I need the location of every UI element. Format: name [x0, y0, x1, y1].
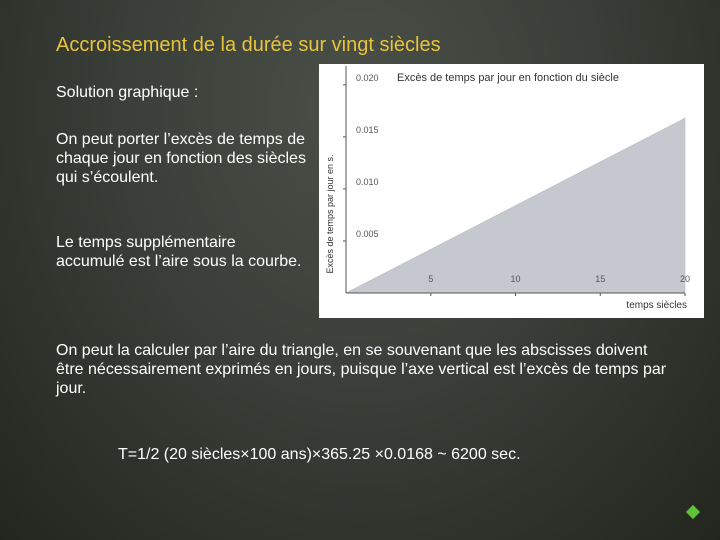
chart-panel: [319, 64, 704, 318]
excess-time-chart: [319, 64, 704, 318]
slide-title: Accroissement de la durée sur vingt siècles: [56, 34, 441, 56]
x-tick-label: 15: [595, 274, 606, 284]
x-axis-label: temps siècles: [626, 300, 687, 311]
next-slide-diamond-icon[interactable]: [686, 505, 700, 519]
y-tick-label: 0.015: [356, 124, 379, 135]
chart-title: Excès de temps par jour en fonction du siècle: [397, 72, 619, 84]
paragraph-triangle-area: On peut la calculer par l’aire du triangle, en se souvenant que les abscisses doivent être nécessairement exprimés en jours, puisque l’axe vertical est l’excès de temps par jour.: [56, 342, 667, 397]
paragraph-excess-per-day: On peut porter l’excès de temps de chaque jour en fonction des siècles qui s’écoulent.: [56, 131, 306, 186]
y-tick-label: 0.010: [356, 176, 379, 187]
y-axis-label: Excès de temps par jour en s.: [325, 154, 335, 274]
plot-area: [343, 66, 690, 296]
paragraph-area-under-curve: Le temps supplémentaire accumulé est l’aire sous la courbe.: [56, 234, 302, 270]
x-tick-label: 10: [510, 274, 521, 284]
y-tick-label: 0.020: [356, 72, 379, 83]
y-tick-label: 0.005: [356, 228, 379, 239]
x-tick-label: 5: [428, 274, 434, 284]
x-tick-label: 20: [679, 274, 691, 284]
area-fill: [346, 118, 685, 293]
formula-text: T=1/2 (20 siècles×100 ans)×365.25 ×0.0168 ~ 6200 sec.: [118, 446, 521, 463]
solution-heading: Solution graphique :: [56, 84, 199, 101]
